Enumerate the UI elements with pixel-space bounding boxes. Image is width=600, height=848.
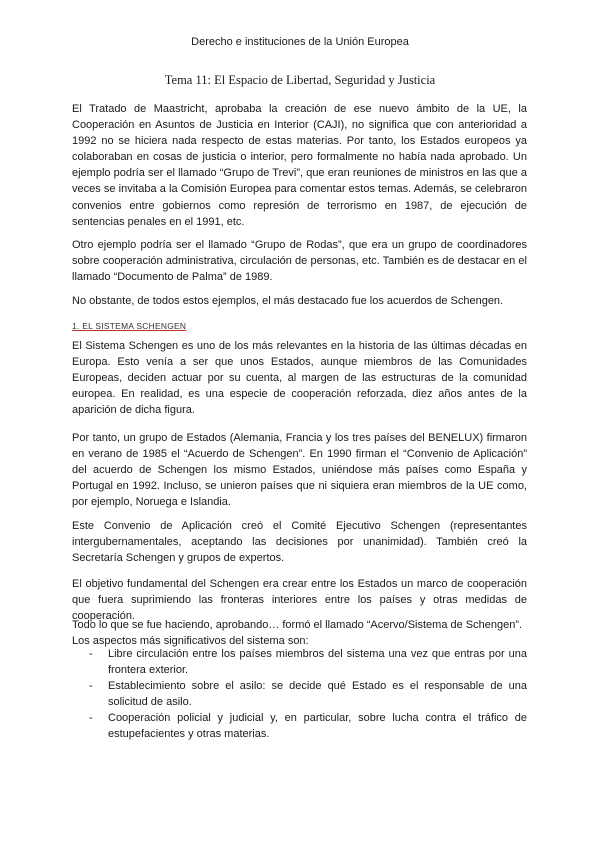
list-item bbox=[72, 710, 527, 742]
aspects-list bbox=[72, 646, 527, 743]
intro-paragraph-1 bbox=[72, 101, 527, 230]
list-item-text: Libre circulación entre los países miembros del sistema una vez que entras por una frontera exterior. bbox=[108, 648, 527, 677]
section-heading: 1. EL SISTEMA SCHENGEN bbox=[72, 321, 187, 331]
page-header: Derecho e instituciones de la Unión Europea bbox=[191, 36, 409, 48]
paragraph: Otro ejemplo podría ser el llamado “Grupo de Rodas”, que era un grupo de coordinadores sobre cooperación administrativa, circulación de personas, etc. También es de destacar en el llamado “Documento de Palma” de 1989. bbox=[72, 239, 527, 284]
paragraph: Por tanto, un grupo de Estados (Alemania, Francia y los tres países del BENELUX) firmaron en verano de 1985 el “Acuerdo de Schengen”. En 1990 firman el “Convenio de Aplicación” del acuerdo de Schengen los mismo Estados, uniéndose más países como España y Portugal en 1992. Incluso, se unieron países que ni siquiera eran miembros de la UE como, por ejemplo, Noruega e Islandia. bbox=[72, 432, 527, 509]
intro-paragraph-3 bbox=[72, 293, 527, 309]
bullet-dash: - bbox=[89, 712, 93, 725]
intro-paragraph-2 bbox=[72, 237, 527, 285]
bullet-dash: - bbox=[89, 680, 93, 693]
page-title: Tema 11: El Espacio de Libertad, Seguridad y Justicia bbox=[164, 73, 436, 87]
paragraph: El Sistema Schengen es uno de los más relevantes en la historia de las últimas décadas en Europa. Esto venía a ser que unos Estados, aunque miembros de las Comunidades Europeas, deciden actuar por su cuenta, al margen de las estructuras de la comunidad europea. En realidad, es una especie de cooperación reforzada, diez años antes de la aparición de dicha figura. bbox=[72, 340, 527, 417]
text-line: Los aspectos más significativos del sistema son: bbox=[72, 635, 309, 648]
list-item bbox=[72, 646, 527, 678]
section-paragraph-1 bbox=[72, 338, 527, 418]
text-line: Todo lo que se fue haciendo, aprobando… formó el llamado “Acervo/Sistema de Schengen”. bbox=[72, 619, 523, 631]
paragraph: El objetivo fundamental del Schengen era crear entre los Estados un marco de cooperación que fuera suprimiendo las fronteras interiores entre los países y otras medidas de cooperación. bbox=[72, 578, 527, 623]
list-item-text: Establecimiento sobre el asilo: se decide qué Estado es el responsable de una solicitud de asilo. bbox=[108, 680, 527, 709]
paragraph: Este Convenio de Aplicación creó el Comité Ejecutivo Schengen (representantes intergubernamentales, aceptando las decisiones por unanimidad). También creó la Secretaría Schengen y grupos de expertos. bbox=[72, 520, 527, 565]
list-item-text: Cooperación policial y judicial y, en particular, sobre lucha contra el tráfico de estupefacientes y otras materias. bbox=[108, 712, 527, 741]
section-paragraph-2 bbox=[72, 430, 527, 510]
section-paragraph-3 bbox=[72, 518, 527, 566]
bullet-dash: - bbox=[89, 648, 93, 660]
list-item bbox=[72, 678, 527, 710]
paragraph: El Tratado de Maastricht, aprobaba la creación de ese nuevo ámbito de la UE, la Cooperación en Asuntos de Justicia en Interior (CAJI), no significa que con anterioridad a 1992 no se hiciera nada respecto de estas materias. Por tanto, los Estados europeos ya colaboraban en cosas de justicia o interior, pero formalmente no había nada aprobado. Un ejemplo podría ser el llamado “Grupo de Trevi”, que eran reuniones de ministros en las que a veces se invitaba a la Comisión Europea para comentar estos temas. Además, se celebraron convenios entre gobiernos como represión de terrorismo en 1987, de ejecución de sentencias penales en el 1991, etc. bbox=[72, 103, 527, 228]
intro-lines bbox=[72, 617, 527, 649]
paragraph: No obstante, de todos estos ejemplos, el más destacado fue los acuerdos de Schengen. bbox=[72, 295, 504, 307]
